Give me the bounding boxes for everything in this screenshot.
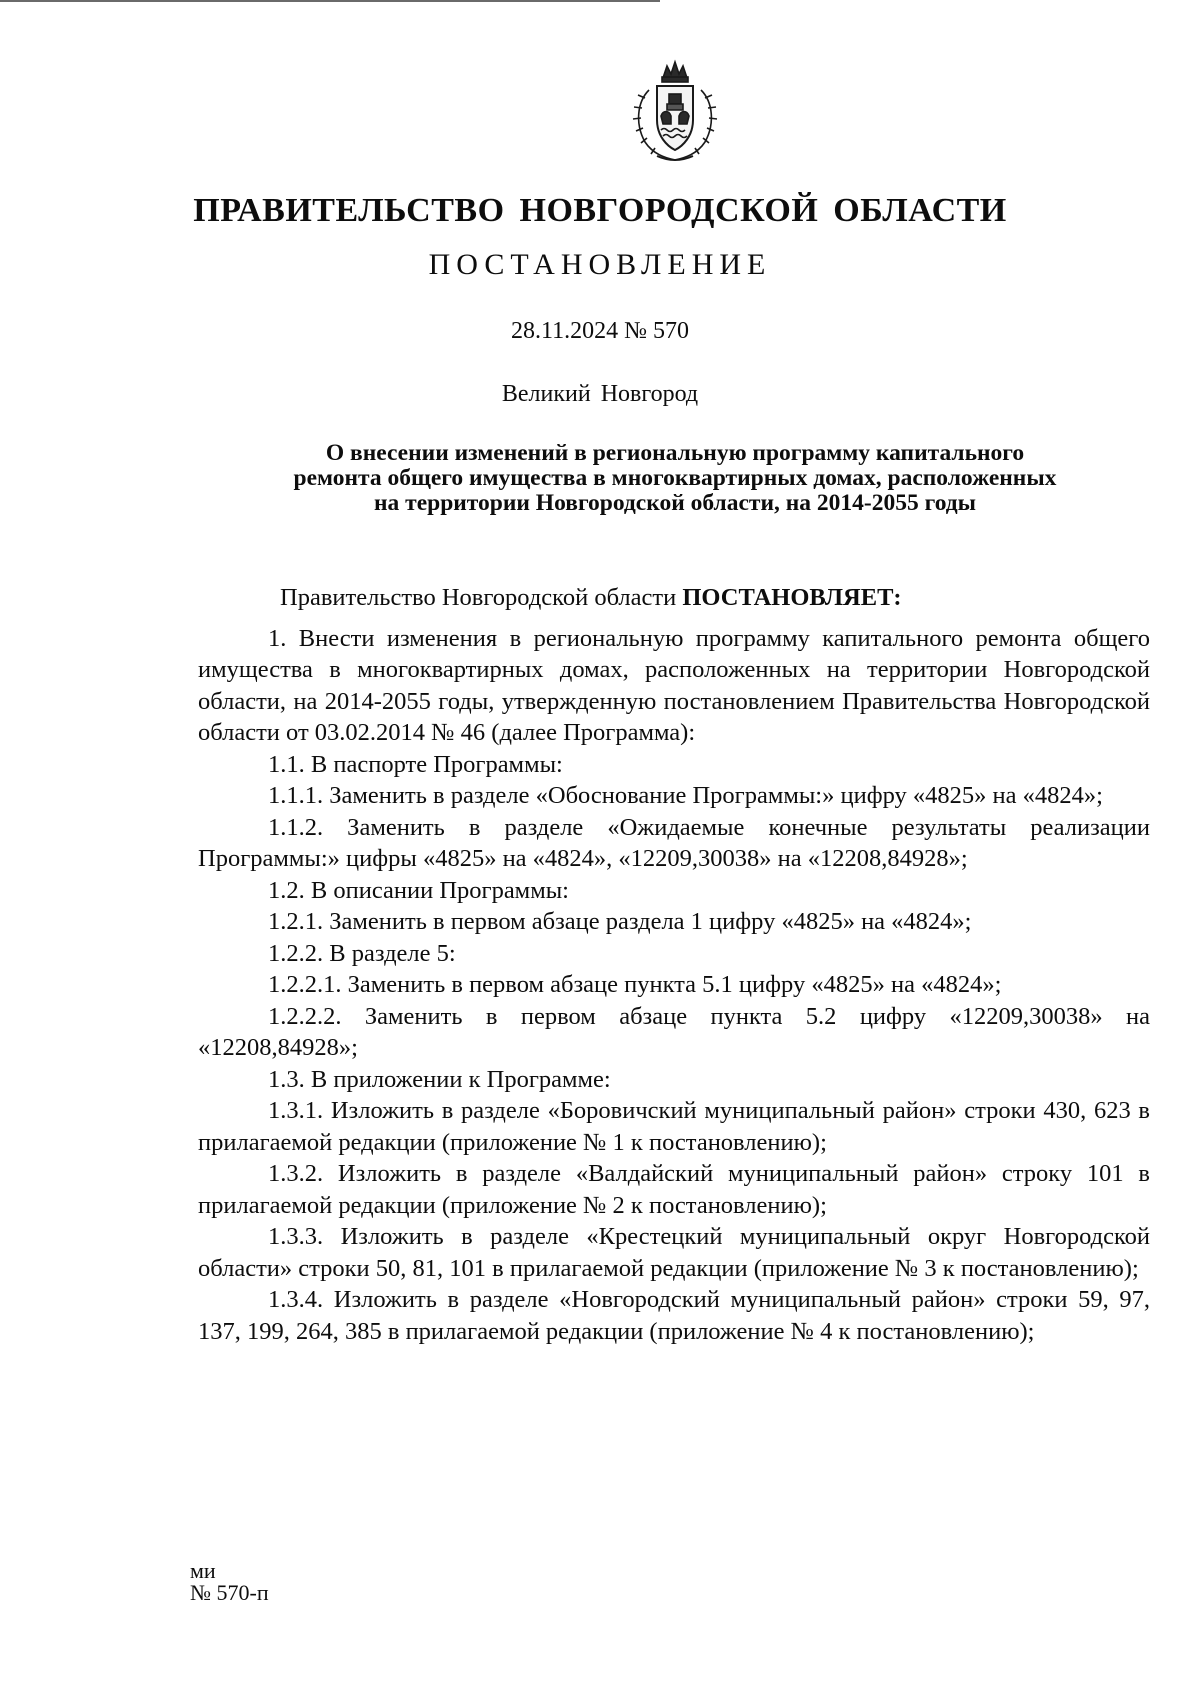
paragraph-1-2: 1.2. В описании Программы:	[268, 876, 569, 904]
city-name: Великий Новгород	[501, 381, 699, 407]
paragraph-1-3-4: 1.3.4. Изложить в разделе «Новгородский муниципальный район» строки 59, 97, 137, 199, 264, 385 в прилагаемой редакции (приложение № 4 к постановлению);	[198, 1286, 1150, 1345]
paragraph-1-3-2: 1.3.2. Изложить в разделе «Валдайский муниципальный район» строку 101 в прилагаемой редакции (приложение № 2 к постановлению);	[198, 1160, 1150, 1219]
paragraph-1-1-2: 1.1.2. Заменить в разделе «Ожидаемые конечные результаты реализации Программы:» цифры «4825» на «4824», «12209,30038» на «12208,84928»;	[198, 813, 1150, 872]
paragraph-1-1: 1.1. В паспорте Программы:	[268, 750, 563, 778]
document-body	[198, 582, 1150, 1347]
paragraph-1-3-1: 1.3.1. Изложить в разделе «Боровичский муниципальный район» строки 430, 623 в прилагаемой редакции (приложение № 1 к постановлению);	[198, 1097, 1150, 1156]
title-line: ремонта общего имущества в многоквартирных домах, расположенных	[293, 465, 1057, 491]
title-line: на территории Новгородской области, на 2014-2055 годы	[373, 490, 977, 516]
resolution-keyword: ПОСТАНОВЛЯЕТ:	[682, 584, 902, 611]
paragraph-1-3: 1.3. В приложении к Программе:	[268, 1065, 611, 1093]
document-title	[200, 441, 1150, 516]
intro-text: Правительство Новгородской области	[280, 584, 683, 611]
paragraph-1: 1. Внести изменения в региональную программу капитального ремонта общего имущества в многоквартирных домах, расположенных на территории Новгородской области, на 2014-2055 годы, утвержденную постановлением Правительства Новгородской области от 03.02.2014 № 46 (далее Программа):	[198, 624, 1150, 746]
paragraph-1-2-2-1: 1.2.2.1. Заменить в первом абзаце пункта 5.1 цифру «4825» на «4824»;	[268, 971, 1002, 998]
intro-paragraph	[198, 582, 1150, 614]
date-and-number: 28.11.2024 № 570	[510, 318, 689, 344]
scan-edge-line	[0, 0, 660, 2]
document-type: ПОСТАНОВЛЕНИЕ	[428, 248, 772, 281]
organization-name: ПРАВИТЕЛЬСТВО НОВГОРОДСКОЙ ОБЛАСТИ	[193, 192, 1007, 229]
paragraph-1-1-1: 1.1.1. Заменить в разделе «Обоснование Программы:» цифру «4825» на «4824»;	[268, 782, 1103, 809]
document-code: № 570-п	[190, 1580, 269, 1605]
executor-initials: ми	[190, 1558, 216, 1583]
footer-block	[190, 1560, 269, 1604]
paragraph-1-2-1: 1.2.1. Заменить в первом абзаце раздела 1 цифру «4825» на «4824»;	[268, 908, 972, 935]
title-line: О внесении изменений в региональную программу капитального	[325, 440, 1025, 466]
coat-of-arms-icon	[627, 58, 723, 164]
paragraph-1-2-2: 1.2.2. В разделе 5:	[268, 939, 456, 967]
paragraph-1-3-3: 1.3.3. Изложить в разделе «Крестецкий муниципальный округ Новгородской области» строки 50, 81, 101 в прилагаемой редакции (приложение № 3 к постановлению);	[198, 1223, 1150, 1282]
paragraph-1-2-2-2: 1.2.2.2. Заменить в первом абзаце пункта 5.2 цифру «12209,30038» на «12208,84928»;	[198, 1002, 1150, 1061]
